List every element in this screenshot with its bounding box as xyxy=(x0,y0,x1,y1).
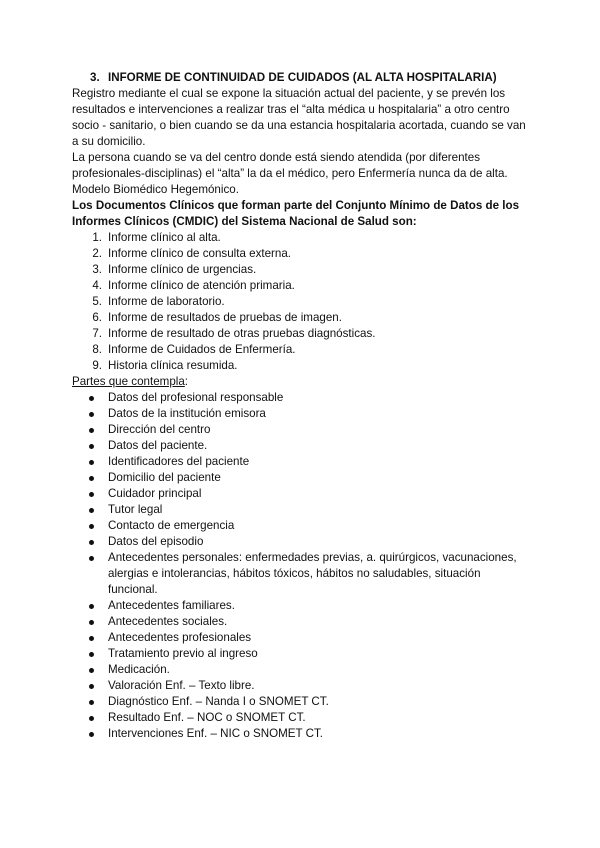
bullet-icon xyxy=(72,438,108,454)
list-number: 5. xyxy=(92,295,102,308)
bullet-icon xyxy=(72,502,108,518)
list-item xyxy=(72,550,532,598)
bullet-icon xyxy=(72,598,108,614)
list-text: Informe de laboratorio. xyxy=(108,295,225,308)
list-item xyxy=(72,598,532,614)
list-number: 6. xyxy=(92,311,102,324)
parts-label: Partes que contempla xyxy=(72,375,185,388)
list-text: Dirección del centro xyxy=(108,423,211,436)
bullet-icon xyxy=(72,406,108,422)
list-text: Datos del profesional responsable xyxy=(108,391,284,404)
list-text: Medicación. xyxy=(108,663,170,676)
list-text: Contacto de emergencia xyxy=(108,519,235,532)
list-item xyxy=(72,662,532,678)
list-text: Historia clínica resumida. xyxy=(108,359,238,372)
list-number: 2. xyxy=(92,247,102,260)
intro-paragraph: Registro mediante el cual se expone la situación actual del paciente, y se prevén los resultados e intervenciones a realizar tras el “alta médica u hospitalaria” a otro centro socio - sanitario, o bien cuando se da una estancia hospitalaria acortada, cuando se van a su domicilio. xyxy=(72,87,526,148)
section-number: 3. xyxy=(90,71,100,84)
list-item xyxy=(72,518,532,534)
bullet-icon xyxy=(72,678,108,694)
bullet-icon xyxy=(72,710,108,726)
list-text: Valoración Enf. – Texto libre. xyxy=(108,679,255,692)
list-text: Identificadores del paciente xyxy=(108,455,250,468)
list-text: Antecedentes sociales. xyxy=(108,615,228,628)
list-text: Tratamiento previo al ingreso xyxy=(108,647,258,660)
section-heading xyxy=(90,70,532,86)
list-number: 8. xyxy=(92,343,102,356)
list-item xyxy=(72,470,532,486)
list-number: 9. xyxy=(92,359,102,372)
list-item xyxy=(72,294,532,310)
list-text: Diagnóstico Enf. – Nanda I o SNOMET CT. xyxy=(108,695,329,708)
list-number: 1. xyxy=(92,231,102,244)
list-text: Informe de resultado de otras pruebas diagnósticas. xyxy=(108,327,376,340)
bullet-icon xyxy=(72,726,108,742)
list-text: Informe de Cuidados de Enfermería. xyxy=(108,343,296,356)
list-item xyxy=(72,614,532,630)
list-text: Intervenciones Enf. – NIC o SNOMET CT. xyxy=(108,727,323,740)
bullet-icon xyxy=(72,614,108,630)
bullet-icon xyxy=(72,534,108,550)
list-text: Cuidador principal xyxy=(108,487,202,500)
list-item xyxy=(72,278,532,294)
bullet-icon xyxy=(72,390,108,406)
list-text: Resultado Enf. – NOC o SNOMET CT. xyxy=(108,711,306,724)
list-item xyxy=(72,678,532,694)
list-item xyxy=(72,342,532,358)
list-item xyxy=(72,726,532,742)
list-item xyxy=(72,534,532,550)
list-text: Antecedentes familiares. xyxy=(108,599,235,612)
documents-list xyxy=(72,230,532,374)
list-item xyxy=(72,310,532,326)
list-text: Antecedentes personales: enfermedades previas, a. quirúrgicos, vacunaciones, alergias e intolerancias, hábitos tóxicos, hábitos no saludables, situación funcional. xyxy=(108,551,517,596)
list-text: Informe de resultados de pruebas de imagen. xyxy=(108,311,342,324)
list-item xyxy=(72,422,532,438)
list-item xyxy=(72,326,532,342)
bullet-icon xyxy=(72,630,108,646)
list-item xyxy=(72,646,532,662)
list-item xyxy=(72,358,532,374)
list-text: Informe clínico de urgencias. xyxy=(108,263,257,276)
list-item xyxy=(72,390,532,406)
bullet-icon xyxy=(72,454,108,470)
list-item xyxy=(72,710,532,726)
bullet-icon xyxy=(72,662,108,678)
list-item xyxy=(72,486,532,502)
list-text: Tutor legal xyxy=(108,503,163,516)
bullet-icon xyxy=(72,422,108,438)
list-number: 4. xyxy=(92,279,102,292)
bullet-icon xyxy=(72,518,108,534)
parts-list xyxy=(72,390,532,742)
list-item xyxy=(72,246,532,262)
bullet-icon xyxy=(72,470,108,486)
parts-colon: : xyxy=(184,375,189,388)
list-item xyxy=(72,262,532,278)
document-body xyxy=(72,70,532,742)
parts-heading xyxy=(72,374,532,390)
list-text: Informe clínico al alta. xyxy=(108,231,221,244)
list-text: Datos de la institución emisora xyxy=(108,407,266,420)
list-number: 3. xyxy=(92,263,102,276)
list-text: Datos del episodio xyxy=(108,535,204,548)
bullet-icon xyxy=(72,694,108,710)
list-item xyxy=(72,694,532,710)
list-number: 7. xyxy=(92,327,102,340)
list-item xyxy=(72,438,532,454)
list-item xyxy=(72,502,532,518)
list-text: Informe clínico de consulta externa. xyxy=(108,247,292,260)
list-text: Datos del paciente. xyxy=(108,439,208,452)
bullet-icon xyxy=(72,646,108,662)
discharge-paragraph: La persona cuando se va del centro donde está siendo atendida (por diferentes profesionales-disciplinas) el “alta” la da el médico, pero Enfermería nunca da de alta. Modelo Biomédico Hegemónico. xyxy=(72,151,508,196)
bullet-icon xyxy=(72,486,108,502)
list-text: Informe clínico de atención primaria. xyxy=(108,279,295,292)
list-item xyxy=(72,230,532,246)
list-item xyxy=(72,406,532,422)
section-title: INFORME DE CONTINUIDAD DE CUIDADOS (AL ALTA HOSPITALARIA) xyxy=(108,71,497,84)
list-text: Antecedentes profesionales xyxy=(108,631,252,644)
bullet-icon xyxy=(72,550,108,598)
list-item xyxy=(72,454,532,470)
list-text: Domicilio del paciente xyxy=(108,471,221,484)
list-item xyxy=(72,630,532,646)
cmdic-paragraph: Los Documentos Clínicos que forman parte del Conjunto Mínimo de Datos de los Informes Clínicos (CMDIC) del Sistema Nacional de Salud son: xyxy=(72,199,520,228)
